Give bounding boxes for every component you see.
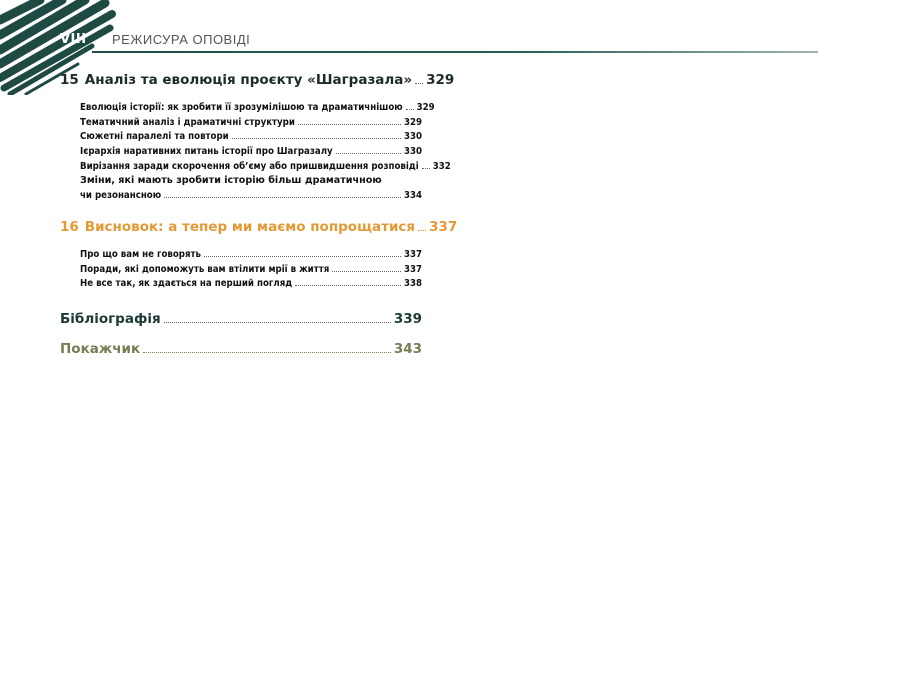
chapter-number: 15: [60, 72, 79, 88]
chapter-number: 16: [60, 218, 79, 235]
leader-dots: [143, 352, 391, 353]
chapter-page: 337: [429, 218, 458, 235]
chapter-page: 329: [426, 72, 455, 88]
entry-title: Поради, які допоможуть вам втілити мрії в життя: [80, 263, 330, 275]
entry-page: 334: [403, 190, 422, 202]
toc-index[interactable]: [60, 341, 422, 363]
leader-dots: [164, 322, 391, 323]
toc-entry[interactable]: [60, 249, 422, 264]
toc-entry[interactable]: [60, 117, 422, 132]
entry-page: 330: [403, 146, 422, 158]
table-of-contents: [60, 72, 458, 363]
leader-dots: [204, 256, 401, 257]
bibliography-page: 339: [393, 310, 422, 327]
leader-dots: [298, 124, 401, 125]
entry-title: Еволюція історії: як зробити її зрозумілішою та драматичнішою: [80, 102, 403, 113]
chapter-title: Висновок: а тепер ми маємо попрощатися: [84, 218, 416, 235]
entry-title: Не все так, як здається на перший погляд: [80, 278, 293, 290]
bibliography-title: Бібліографія: [60, 310, 161, 327]
toc-entry[interactable]: [60, 131, 422, 146]
toc-entry[interactable]: [60, 146, 422, 161]
toc-entry-line1[interactable]: Зміни, які мають зробити історію більш драматичною: [80, 175, 382, 187]
toc-entry[interactable]: [60, 264, 422, 279]
toc-entry[interactable]: [60, 102, 435, 117]
leader-dots: [422, 168, 430, 169]
leader-dots: [336, 153, 401, 154]
chapter-title: Аналіз та еволюція проєкту «Шагразала»: [84, 72, 413, 88]
leader-dots: [406, 109, 414, 110]
entry-page: 337: [403, 263, 422, 275]
toc-entry[interactable]: [60, 278, 422, 293]
entry-page: 329: [403, 116, 422, 128]
toc-bibliography[interactable]: [60, 311, 422, 333]
entry-page: 330: [403, 131, 422, 143]
leader-dots: [418, 230, 426, 231]
toc-chapter-16[interactable]: [60, 218, 458, 241]
entry-page: 338: [403, 278, 422, 290]
entry-title: Про що вам не говорять: [80, 248, 201, 260]
leader-dots: [232, 138, 401, 139]
entry-title: Сюжетні паралелі та повтори: [80, 131, 229, 143]
index-title: Покажчик: [60, 340, 141, 357]
entry-page: 337: [403, 248, 422, 260]
leader-dots: [415, 83, 423, 84]
leader-dots: [332, 271, 401, 272]
entry-title: Ієрархія наративних питань історії про Шагразалу: [80, 146, 333, 158]
header-rule: [92, 51, 818, 53]
index-page: 343: [393, 340, 422, 357]
entry-title: чи резонансною: [80, 190, 162, 202]
entry-page: 329: [416, 102, 435, 113]
toc-chapter-15[interactable]: [60, 72, 455, 94]
page-number: VIII: [60, 32, 87, 47]
entry-title: Вирізання заради скорочення об’єму або пришвидшення розповіді: [80, 160, 419, 172]
running-title: РЕЖИСУРА ОПОВІДІ: [112, 32, 251, 47]
toc-entry-line2[interactable]: [60, 190, 422, 205]
leader-dots: [295, 285, 401, 286]
entry-page: 332: [432, 160, 451, 172]
entry-title: Тематичний аналіз і драматичні структури: [80, 116, 295, 128]
toc-entry[interactable]: [60, 160, 451, 176]
leader-dots: [164, 197, 401, 198]
